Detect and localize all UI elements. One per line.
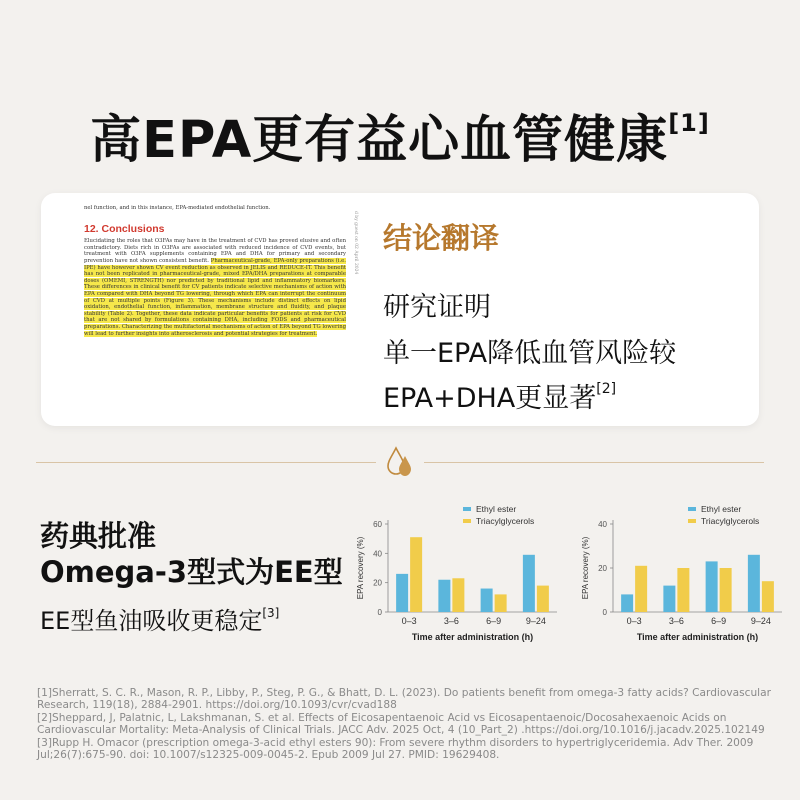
translation-line-2: 单一EPA降低血管风险较 — [383, 338, 677, 369]
legend-label: Ethyl ester — [476, 504, 517, 514]
divider-left — [36, 462, 376, 463]
bar-ethyl-ester — [523, 555, 535, 612]
translation-line-3-ref: [2] — [596, 381, 617, 397]
x-axis-label: Time after administration (h) — [636, 632, 759, 642]
bar-ethyl-ester — [396, 574, 408, 612]
y-tick-label: 40 — [373, 549, 382, 559]
bar-ethyl-ester — [663, 586, 675, 612]
x-tick-label: 0–3 — [626, 616, 642, 626]
absorption-label — [40, 601, 279, 636]
paper-top-line: nel function, and in this instance, EPA-mediated endothelial function. — [84, 205, 271, 211]
y-tick-label: 20 — [373, 578, 382, 588]
absorption-label-text: EE型鱼油吸收更稳定 — [40, 607, 263, 635]
legend-swatch — [463, 507, 471, 511]
x-axis-label: Time after administration (h) — [411, 632, 534, 642]
bar-triacylglycerols — [452, 578, 464, 612]
y-axis-label: EPA recovery (%) — [581, 536, 590, 600]
legend-label: Ethyl ester — [701, 504, 742, 514]
absorption-label-ref: [3] — [262, 606, 280, 620]
ee-form-label: Omega-3型式为EE型 — [40, 555, 343, 589]
translation-line-3 — [383, 376, 616, 415]
divider-right — [424, 462, 764, 463]
x-tick-label: 6–9 — [486, 616, 502, 626]
x-tick-label: 0–3 — [401, 616, 417, 626]
bar-triacylglycerols — [677, 568, 689, 612]
bar-triacylglycerols — [635, 566, 647, 612]
x-tick-label: 6–9 — [711, 616, 727, 626]
bar-triacylglycerols — [537, 586, 549, 612]
bar-triacylglycerols — [495, 594, 507, 612]
y-tick-label: 0 — [377, 608, 382, 617]
epa-recovery-chart-1 — [345, 500, 570, 650]
bar-ethyl-ester — [481, 589, 493, 612]
translation-line-1: 研究证明 — [383, 292, 491, 323]
reference-2: [2]Sheppard, J, Palatnic, L, Lakshmanan, S. et al. Effects of Eicosapentaenoic Acid vs Eicosapentaenoic/Docosahexaenoic Acids on Cardiovascular Mortality: Meta-Analysis of Clinical Trials. JACC Adv. 2025 Oct, 4 (10_Part_2) .https://doi.org/10.1016/j.jacadv.2025.102149 — [37, 711, 765, 737]
legend-swatch — [688, 507, 696, 511]
paper-excerpt — [84, 205, 358, 417]
bar-triacylglycerols — [762, 581, 774, 612]
paper-heading: 12. Conclusions — [84, 222, 165, 235]
y-tick-label: 40 — [598, 520, 607, 529]
conclusion-card — [41, 193, 759, 426]
bar-ethyl-ester — [438, 580, 450, 612]
x-tick-label: 3–6 — [668, 616, 684, 626]
paper-paragraph-plain: Elucidating the roles that O3FAs may have in the treatment of CVD has proved elusive and often contradictory. Diets rich in O3FAs are associated with reduced incidence of CVD events, but treatment with O3FA supplements containing EPA and DHA for primary and secondary prevention have not shown consistent benefit. — [84, 238, 346, 264]
reference-1: [1]Sherratt, S. C. R., Mason, R. P., Libby, P., Steg, P. G., & Bhatt, D. L. (2023). Do patients benefit from omega-3 fatty acids? Cardiovascular Research, 119(18), 2884-2901. https://doi.org/10.1093/cvr/cvad188 — [37, 687, 771, 712]
bar-triacylglycerols — [720, 568, 732, 612]
references — [37, 687, 777, 761]
epa-recovery-chart-2 — [570, 500, 795, 650]
page-title-text: 高EPA更有益心血管健康 — [90, 111, 669, 170]
legend-swatch — [463, 519, 471, 523]
x-tick-label: 9–24 — [525, 616, 546, 626]
bar-ethyl-ester — [621, 594, 633, 612]
bar-ethyl-ester — [706, 561, 718, 612]
x-tick-label: 9–24 — [750, 616, 771, 626]
reference-3: [3]Rupp H. Omacor (prescription omega-3-acid ethyl esters 90): From severe rhythm disorders to hypertriglyceridemia. Adv Ther. 2009 Jul;26(7):675-90. doi: 10.1007/s12325-009-0045-2. Epub 2009 Jul 27. PMID: 19629408. — [37, 736, 754, 762]
page-title-ref: [1] — [668, 109, 710, 137]
paper-paragraph — [84, 238, 346, 337]
bar-ethyl-ester — [748, 555, 760, 612]
y-tick-label: 60 — [373, 520, 382, 529]
oil-drops-icon — [386, 444, 414, 480]
legend-label: Triacylglycerols — [701, 516, 760, 526]
x-tick-label: 3–6 — [443, 616, 459, 626]
y-tick-label: 0 — [602, 608, 607, 617]
legend-swatch — [688, 519, 696, 523]
paper-side-note: d by guest on 02 April 2024 — [353, 211, 358, 275]
paper-paragraph-highlight: Pharmaceutical-grade, EPA-only preparations (i.e. IPE) have however shown CV event reduction as observed in JELIS and REDUCE-IT. This benefit has not been replicated in pharmaceutical-grade, mixed EPA/DHA preparations at comparable doses (OMEMI, STRENGTH) nor predicted by traditional lipid and inflammatory biomarkers. These differences in clinical benefit for CV patients indicate selective mechanisms of action with EPA compared with DHA beyond TG lowering, through which EPA can interrupt the continuum of CVD at multiple points (Figure 3). These mechanisms include distinct effects on lipid oxidation, endothelial function, inflammation, membrane structure and fluidity, and plaque stability (Table 2). Together, these data indicate particular benefits for patients at risk for CVD that are not shared by formulations containing DHA, including FODS and pharmaceutical preparations. Characterizing the multifactorial mechanisms of action of EPA beyond TG lowering will lead to further insights into atherosclerosis and potential strategies for treatment. — [84, 257, 346, 337]
translation-title: 结论翻译 — [383, 221, 500, 255]
y-axis-label: EPA recovery (%) — [356, 536, 365, 600]
bar-triacylglycerols — [410, 537, 422, 612]
page-title — [0, 98, 800, 172]
y-tick-label: 20 — [598, 564, 607, 573]
translation-line-3-text: EPA+DHA更显著 — [383, 383, 597, 414]
legend-label: Triacylglycerols — [476, 516, 535, 526]
pharmacopoeia-label: 药典批准 — [40, 519, 157, 553]
